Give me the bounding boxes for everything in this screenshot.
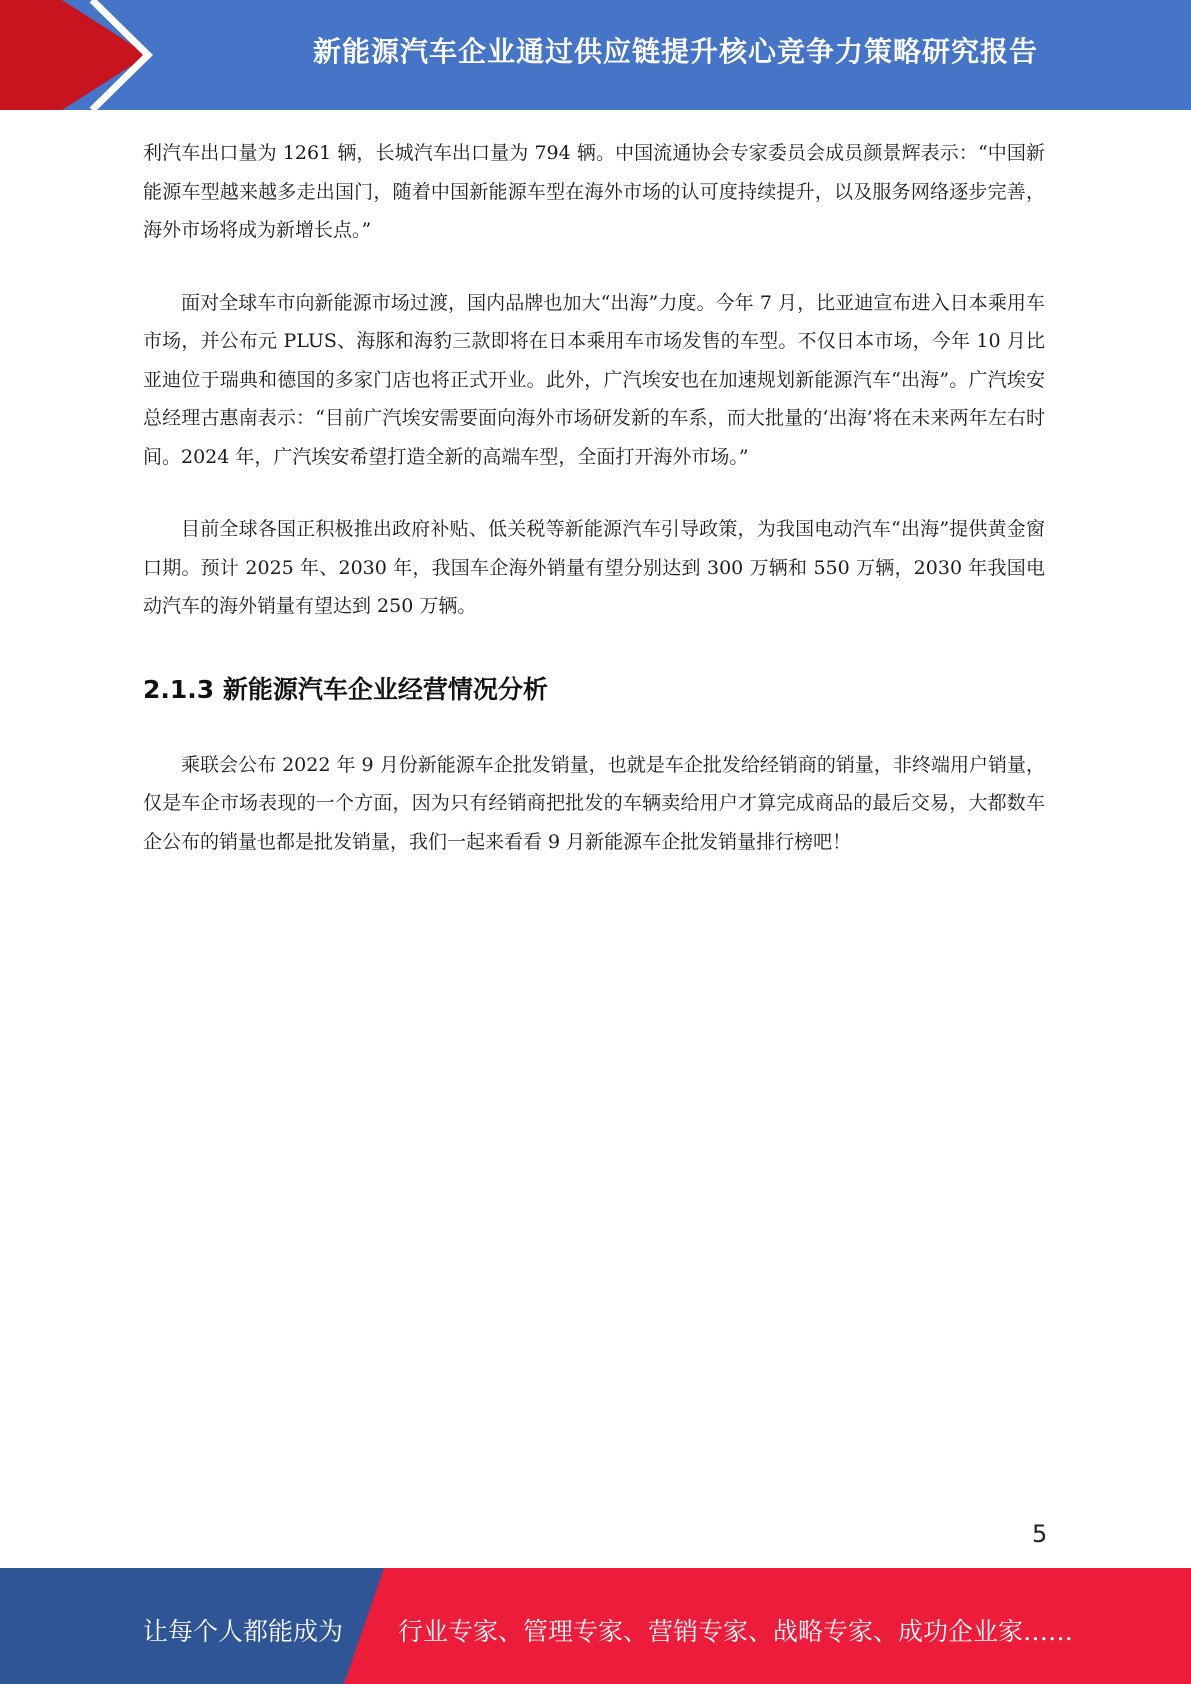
footer-slogan-left: 让每个人都能成为 bbox=[143, 1617, 344, 1646]
paragraph-export-quote: 利汽车出口量为 1261 辆，长城汽车出口量为 794 辆。中国流通协会专家委员会成员颜景辉表示：“中国新能源车型越来越多走出国门，随着中国新能源车型在海外市场的认可度持续提升，以及服务网络逐步完善，海外市场将成为新增长点。” bbox=[143, 142, 1045, 241]
footer-slogan-right: 行业专家、管理专家、营销专家、战略专家、成功企业家…… bbox=[398, 1617, 1074, 1646]
page-number: 5 bbox=[1032, 1520, 1048, 1548]
section-heading-2-1-3: 2.1.3 新能源汽车企业经营情况分析 bbox=[143, 674, 548, 704]
paragraph-wholesale-sales: 乘联会公布 2022 年 9 月份新能源车企批发销量，也就是车企批发给经销商的销量，非终端用户销量，仅是车企市场表现的一个方面，因为只有经销商把批发的车辆卖给用户才算完成商品的最后交易，大都数车企公布的销量也都是批发销量，我们一起来看看 9 月新能源车企批发销量排行榜吧！ bbox=[143, 753, 1045, 853]
page-content bbox=[143, 134, 1045, 861]
report-title: 新能源汽车企业通过供应链提升核心竞争力策略研究报告 bbox=[312, 35, 1038, 68]
page-header bbox=[0, 0, 1191, 110]
paragraph-policy-window: 目前全球各国正积极推出政府补贴、低关税等新能源汽车引导政策，为我国电动汽车“出海”提供黄金窗口期。预计 2025 年、2030 年，我国车企海外销量有望分别达到 300 万辆和 550 万辆，2030 年我国电动汽车的海外销量有望达到 250 万辆。 bbox=[143, 518, 1045, 617]
page-footer bbox=[0, 1568, 1191, 1684]
paragraph-overseas-expansion: 面对全球车市向新能源市场过渡，国内品牌也加大“出海”力度。今年 7 月，比亚迪宣布进入日本乘用车市场，并公布元 PLUS、海豚和海豹三款即将在日本乘用车市场发售的车型。不仅日本市场，今年 10 月比亚迪位于瑞典和德国的多家门店也将正式开业。此外，广汽埃安也在加速规划新能源汽车“出海”。广汽埃安总经理古惠南表示：“目前广汽埃安需要面向海外市场研发新的车系，而大批量的‘出海’将在未来两年左右时间。2024 年，广汽埃安希望打造全新的高端车型，全面打开海外市场。” bbox=[143, 291, 1045, 468]
red-chevron-shape bbox=[0, 0, 148, 110]
